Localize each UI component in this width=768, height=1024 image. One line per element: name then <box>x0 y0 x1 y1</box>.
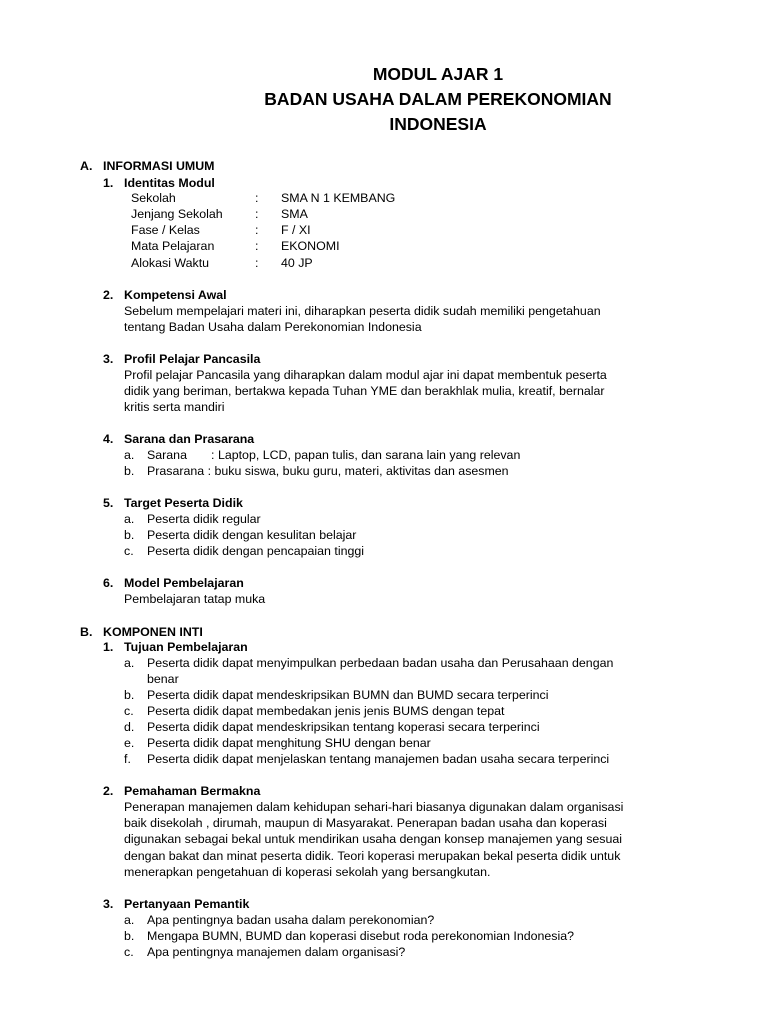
identitas-separator: : <box>255 223 259 237</box>
sarana-item-text: Sarana : Laptop, LCD, papan tulis, dan sarana lain yang relevan <box>147 448 521 462</box>
identitas-value: SMA N 1 KEMBANG <box>281 191 396 205</box>
pemahaman-heading: Pemahaman Bermakna <box>124 784 261 798</box>
tujuan-item-letter: a. <box>124 656 135 670</box>
kompetensi-text: tentang Badan Usaha dalam Perekonomian Indonesia <box>124 320 422 334</box>
kompetensi-heading: Kompetensi Awal <box>124 288 227 302</box>
model-heading: Model Pembelajaran <box>124 576 244 590</box>
target-item-letter: c. <box>124 544 134 558</box>
target-item-letter: b. <box>124 528 135 542</box>
tujuan-number: 1. <box>103 640 114 654</box>
identitas-value: SMA <box>281 207 308 221</box>
target-item-text: Peserta didik dengan kesulitan belajar <box>147 528 357 542</box>
pertanyaan-number: 3. <box>103 897 114 911</box>
identitas-number: 1. <box>103 176 114 190</box>
target-item-text: Peserta didik dengan pencapaian tinggi <box>147 544 364 558</box>
pemahaman-text: baik disekolah , dirumah, maupun di Masyarakat. Penerapan badan usaha dan koperasi <box>124 816 607 830</box>
tujuan-item-text: Peserta didik dapat menyimpulkan perbedaan badan usaha dan Perusahaan dengan <box>147 656 614 670</box>
section-a-marker: A. <box>80 159 93 173</box>
pertanyaan-heading: Pertanyaan Pemantik <box>124 897 250 911</box>
pemahaman-text: digunakan sebagai bekal untuk mendirikan usaha dengan konsep manajemen yang sesuai <box>124 832 623 846</box>
tujuan-item-letter: c. <box>124 704 134 718</box>
tujuan-item-letter: e. <box>124 736 135 750</box>
title-line-1: MODUL AJAR 1 <box>372 64 504 84</box>
identitas-separator: : <box>255 256 259 270</box>
identitas-value: EKONOMI <box>281 239 340 253</box>
pertanyaan-item-letter: c. <box>124 945 134 959</box>
sarana-heading: Sarana dan Prasarana <box>124 432 255 446</box>
pemahaman-number: 2. <box>103 784 114 798</box>
identitas-label: Mata Pelajaran <box>131 239 215 253</box>
identitas-label: Sekolah <box>131 191 176 205</box>
pertanyaan-item-letter: a. <box>124 913 135 927</box>
tujuan-heading: Tujuan Pembelajaran <box>124 640 248 654</box>
identitas-value: F / XI <box>281 223 311 237</box>
pemahaman-text: Penerapan manajemen dalam kehidupan sehari-hari biasanya digunakan dalam organisasi <box>124 800 624 814</box>
identitas-separator: : <box>255 239 259 253</box>
sarana-item-letter: a. <box>124 448 135 462</box>
pertanyaan-item-text: Apa pentingnya badan usaha dalam perekonomian? <box>147 913 435 927</box>
profil-text: kritis serta mandiri <box>124 400 225 414</box>
profil-number: 3. <box>103 352 114 366</box>
profil-text: didik yang beriman, bertakwa kepada Tuhan YME dan berakhlak mulia, kreatif, bernalar <box>124 384 605 398</box>
identitas-label: Fase / Kelas <box>131 223 200 237</box>
tujuan-item-text: Peserta didik dapat membedakan jenis jenis BUMS dengan tepat <box>147 704 505 718</box>
model-text: Pembelajaran tatap muka <box>124 592 266 606</box>
kompetensi-number: 2. <box>103 288 114 302</box>
tujuan-item-letter: d. <box>124 720 135 734</box>
pemahaman-text: dengan bakat dan minat peserta didik. Teori koperasi merupakan bekal peserta didik untuk <box>124 849 621 863</box>
profil-heading: Profil Pelajar Pancasila <box>124 352 261 366</box>
title-line-3: INDONESIA <box>389 114 487 134</box>
profil-text: Profil pelajar Pancasila yang diharapkan dalam modul ajar ini dapat membentuk peserta <box>124 368 607 382</box>
section-b-marker: B. <box>80 625 93 639</box>
section-a-heading: INFORMASI UMUM <box>103 159 215 173</box>
target-item-letter: a. <box>124 512 135 526</box>
target-number: 5. <box>103 496 114 510</box>
target-item-text: Peserta didik regular <box>147 512 261 526</box>
identitas-value: 40 JP <box>281 256 313 270</box>
tujuan-item-text: Peserta didik dapat mendeskripsikan BUMN dan BUMD secara terperinci <box>147 688 549 702</box>
pertanyaan-item-text: Mengapa BUMN, BUMD dan koperasi disebut roda perekonomian Indonesia? <box>147 929 575 943</box>
identitas-separator: : <box>255 207 259 221</box>
title-line-2: BADAN USAHA DALAM PEREKONOMIAN <box>264 89 612 109</box>
model-number: 6. <box>103 576 114 590</box>
tujuan-item-letter: b. <box>124 688 135 702</box>
tujuan-item-text: Peserta didik dapat menjelaskan tentang manajemen badan usaha secara terperinci <box>147 752 610 766</box>
identitas-heading: Identitas Modul <box>124 176 215 190</box>
target-heading: Target Peserta Didik <box>124 496 243 510</box>
pemahaman-text: menerapkan pengetahuan di koperasi sekolah yang bersangkutan. <box>124 865 491 879</box>
section-b-heading: KOMPONEN INTI <box>103 625 203 639</box>
pertanyaan-item-text: Apa pentingnya manajemen dalam organisasi? <box>147 945 406 959</box>
identitas-separator: : <box>255 191 259 205</box>
identitas-label: Jenjang Sekolah <box>131 207 223 221</box>
document-title <box>0 62 768 137</box>
tujuan-item-text: Peserta didik dapat mendeskripsikan tentang koperasi secara terperinci <box>147 720 540 734</box>
sarana-number: 4. <box>103 432 114 446</box>
sarana-item-text: Prasarana : buku siswa, buku guru, materi, aktivitas dan asesmen <box>147 464 509 478</box>
identitas-label: Alokasi Waktu <box>131 256 210 270</box>
tujuan-item-text-continued: benar <box>147 672 179 686</box>
tujuan-item-text: Peserta didik dapat menghitung SHU dengan benar <box>147 736 431 750</box>
sarana-item-letter: b. <box>124 464 135 478</box>
pertanyaan-item-letter: b. <box>124 929 135 943</box>
tujuan-item-letter: f. <box>124 752 131 766</box>
kompetensi-text: Sebelum mempelajari materi ini, diharapkan peserta didik sudah memiliki pengetahuan <box>124 304 601 318</box>
